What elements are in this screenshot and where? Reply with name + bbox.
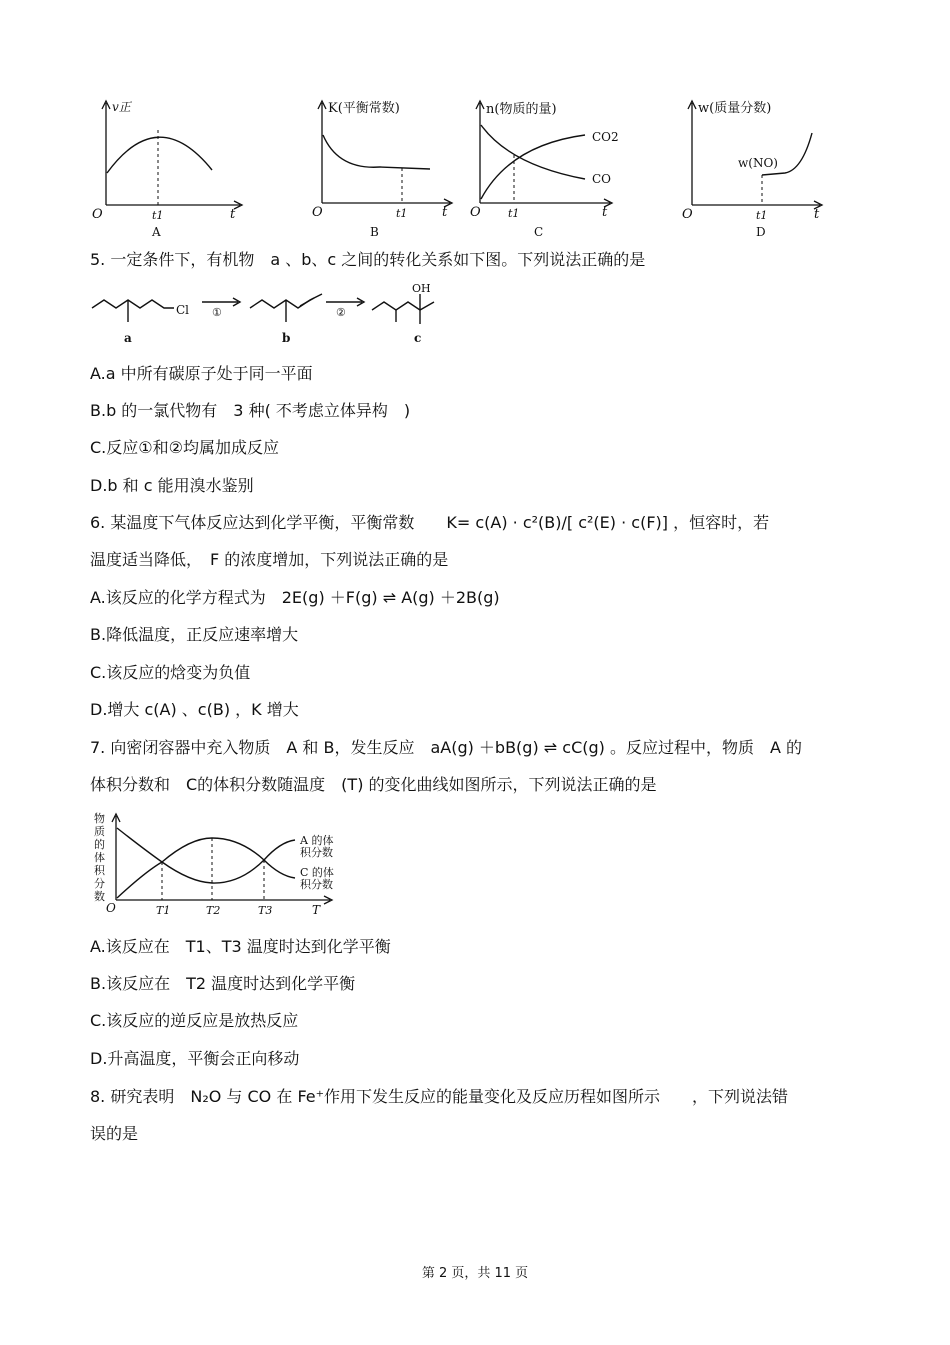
q7-xlabel: T — [312, 903, 321, 917]
graph-c-caption: C — [534, 225, 544, 239]
q6-option-d: D.增大 c(A) 、c(B) ，K 增大 — [90, 700, 299, 719]
q7-ylabel — [94, 811, 106, 903]
q7-curve-c-label: C 的体 — [300, 866, 334, 879]
graph-a-ylabel: v正 — [112, 100, 131, 114]
q7-ylabel-char: 物 — [94, 812, 105, 825]
page-footer: 第 2 页，共 11 页 — [421, 1266, 529, 1281]
graph-c — [470, 95, 640, 240]
graph-a-tick: t1 — [152, 209, 164, 222]
graph-d-caption: D — [756, 225, 766, 239]
q6-line1: 6. 某温度下气体反应达到化学平衡，平衡常数 K= c(A) · c²(B)/[ c²(E) · c(F)] ，恒容时，若 — [90, 513, 770, 532]
q7-curve-a-label: A 的体 — [300, 834, 334, 847]
q7-tick-t1: T1 — [156, 904, 171, 917]
q5-atom-cl: Cl — [176, 303, 190, 317]
q5-step1: ① — [212, 306, 222, 319]
q5-stem: 5. 一定条件下，有机物 a 、b、c 之间的转化关系如下图。下列说法正确的是 — [90, 250, 646, 269]
q5-label-a: a — [124, 331, 132, 345]
graph-a — [90, 95, 260, 240]
graph-c-tick: t1 — [508, 207, 520, 220]
graph-d — [680, 95, 840, 240]
q7-line2: 体积分数和 C的体积分数随温度 (T) 的变化曲线如图所示，下列说法正确的是 — [90, 775, 657, 794]
q7-ylabel-char: 质 — [94, 825, 105, 838]
graph-b-caption: B — [370, 225, 379, 239]
q5-reaction-scheme — [90, 282, 450, 350]
q7-graph — [90, 810, 360, 922]
q8-line2: 误的是 — [90, 1124, 139, 1143]
graph-a-xlabel: t — [230, 207, 236, 222]
q5-label-b: b — [282, 331, 291, 345]
q7-ylabel-char: 分 — [94, 877, 105, 890]
graph-c-xlabel: t — [602, 205, 608, 220]
q7-line1: 7. 向密闭容器中充入物质 A 和 B，发生反应 aA(g) ＋bB(g) ⇌ cC(g) 。反应过程中，物质 A 的 — [90, 738, 803, 757]
q7-tick-t2: T2 — [206, 904, 221, 917]
q7-option-d: D.升高温度，平衡会正向移动 — [90, 1049, 300, 1068]
q5-atom-oh: OH — [412, 282, 431, 295]
graph-b-ylabel: K(平衡常数) — [328, 101, 400, 116]
graph-b-xlabel: t — [442, 205, 448, 220]
q7-ylabel-char: 数 — [94, 890, 105, 903]
graph-c-ylabel: n(物质的量) — [486, 102, 557, 117]
q7-curve-c-label: 积分数 — [300, 878, 333, 891]
graph-d-tick: t1 — [756, 209, 768, 222]
graph-d-xlabel: t — [814, 207, 820, 222]
q7-ylabel-char: 积 — [94, 864, 105, 877]
graph-c-origin: O — [470, 205, 481, 220]
q5-option-c: C.反应①和②均属加成反应 — [90, 438, 279, 457]
q7-tick-t3: T3 — [258, 904, 273, 917]
q7-curve-c — [117, 838, 295, 898]
graph-a-origin: O — [92, 207, 103, 222]
q7-option-c: C.该反应的逆反应是放热反应 — [90, 1011, 299, 1030]
q6-option-c: C.该反应的焓变为负值 — [90, 663, 251, 682]
q5-option-b: B.b 的一氯代物有 3 种( 不考虑立体异构 ) — [90, 401, 411, 420]
q7-option-a: A.该反应在 T1、T3 温度时达到化学平衡 — [90, 937, 391, 956]
graph-d-curve-label: w(NO) — [738, 156, 778, 170]
graph-c-curve1: CO2 — [592, 130, 619, 144]
q8-line1: 8. 研究表明 N₂O 与 CO 在 Fe⁺作用下发生反应的能量变化及反应历程如图所示 ，下列说法错 — [90, 1087, 789, 1106]
graph-b-origin: O — [312, 205, 323, 220]
graph-d-origin: O — [682, 207, 693, 222]
graph-d-ylabel: w(质量分数) — [698, 101, 772, 116]
q7-option-b: B.该反应在 T2 温度时达到化学平衡 — [90, 974, 356, 993]
graph-a-caption: A — [152, 225, 161, 239]
q7-ylabel-char: 体 — [94, 851, 105, 864]
graph-b-tick: t1 — [396, 207, 408, 220]
graph-b — [310, 95, 470, 240]
graph-c-curve2: CO — [592, 172, 612, 186]
q5-step2: ② — [336, 306, 346, 319]
q6-option-a: A.该反应的化学方程式为 2E(g) ＋F(g) ⇌ A(g) ＋2B(g) — [90, 588, 500, 607]
q6-option-b: B.降低温度，正反应速率增大 — [90, 625, 299, 644]
q5-option-d: D.b 和 c 能用溴水鉴别 — [90, 476, 254, 495]
q7-origin: O — [106, 901, 116, 915]
q5-label-c: c — [414, 331, 422, 345]
q5-option-a: A.a 中所有碳原子处于同一平面 — [90, 364, 313, 383]
q7-curve-a-label: 积分数 — [300, 846, 333, 859]
q6-line2: 温度适当降低， F 的浓度增加，下列说法正确的是 — [90, 550, 449, 569]
q7-ylabel-char: 的 — [94, 838, 105, 851]
